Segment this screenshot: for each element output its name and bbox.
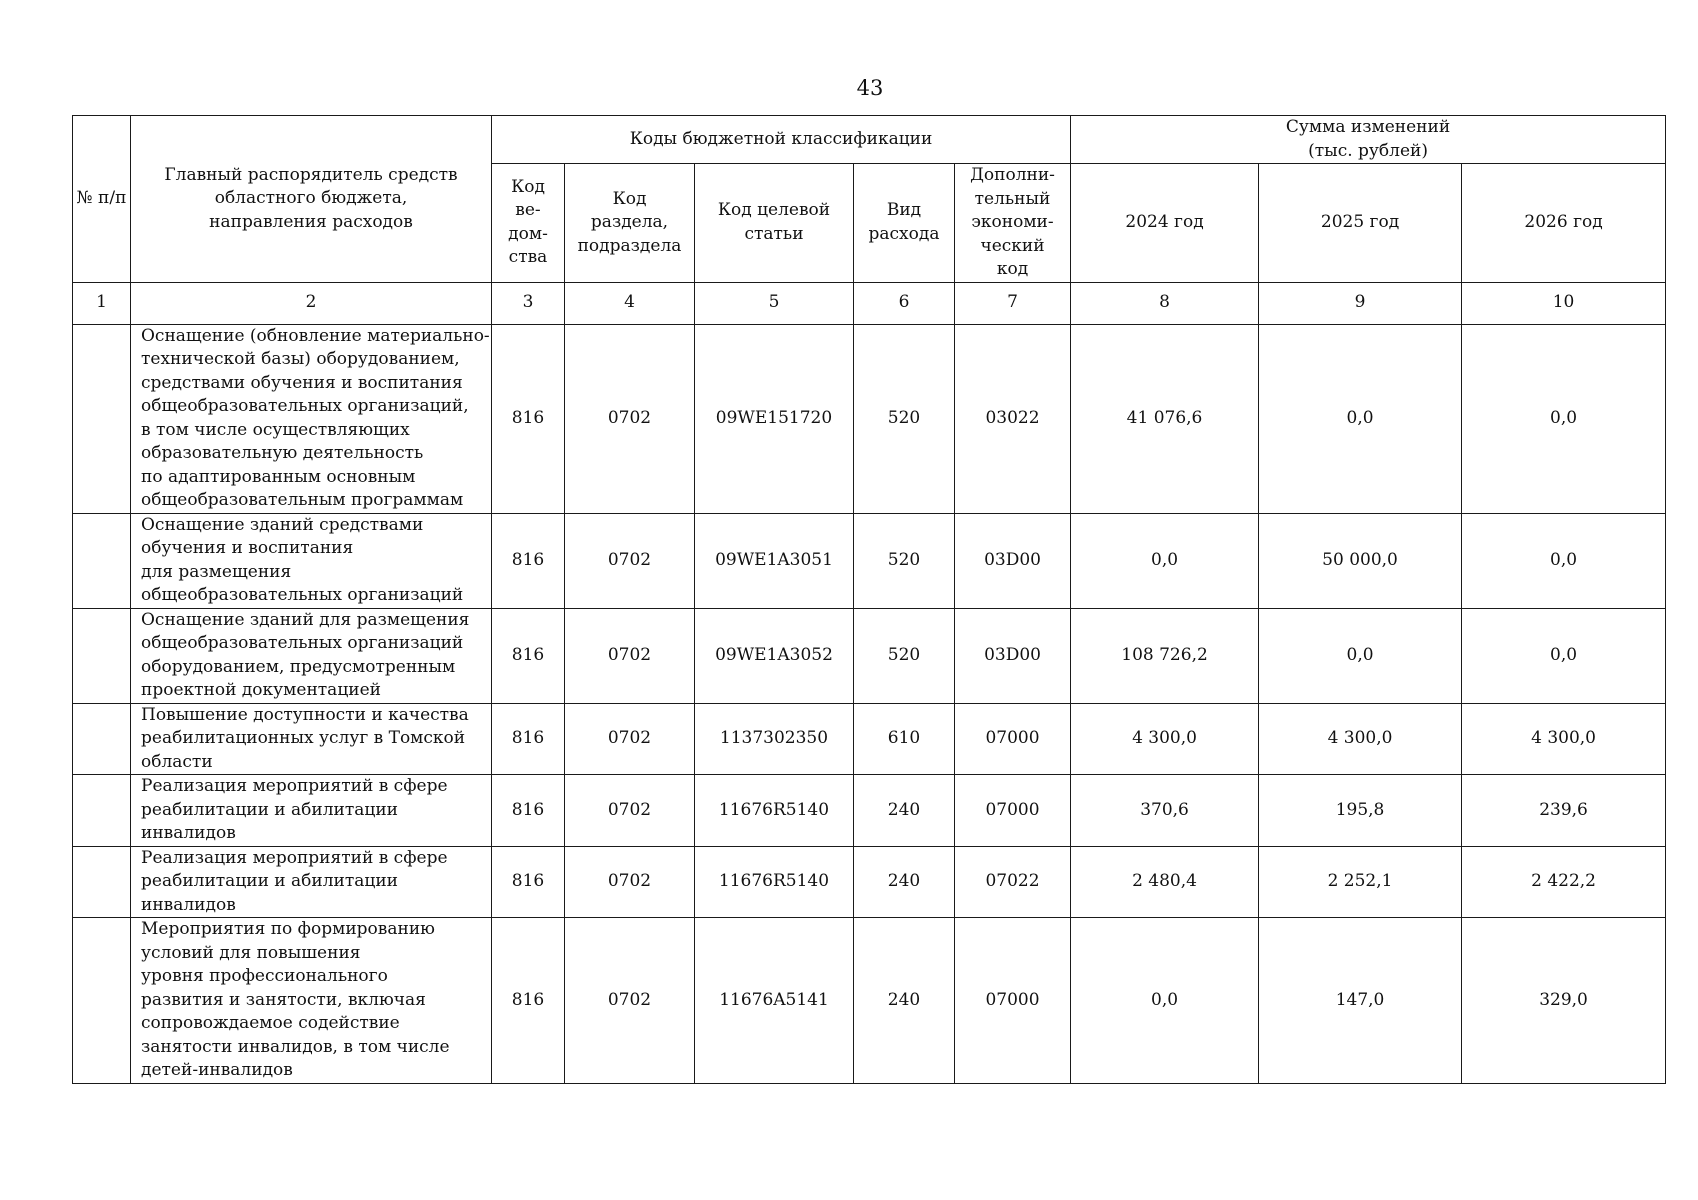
- expense-type-cell: 240: [854, 846, 955, 918]
- section-code-cell: 0702: [565, 324, 695, 513]
- extra-code-cell: 03D00: [955, 513, 1071, 608]
- header-code-section-line: раздела,: [590, 212, 669, 232]
- page-number: 43: [856, 76, 884, 100]
- dept-code-cell: 816: [492, 324, 565, 513]
- sum-2025-cell: 195,8: [1259, 775, 1462, 847]
- expense-type-cell: 240: [854, 918, 955, 1084]
- description-line: детей-инвалидов: [141, 1060, 293, 1080]
- table-header: [73, 116, 1666, 325]
- column-number: 10: [1462, 282, 1666, 324]
- header-year-2024: 2024 год: [1071, 164, 1259, 283]
- header-main-title: Главный распорядитель средств областного бюджета, направления расходов: [131, 116, 492, 283]
- header-code-expense-line: Вид: [886, 200, 922, 221]
- dept-code-cell: 816: [492, 703, 565, 775]
- dept-code-cell: 816: [492, 608, 565, 703]
- header-code-extra-line: тельный: [974, 188, 1051, 209]
- target-code-cell: 11676A5141: [695, 918, 854, 1084]
- sum-2026-cell: 2 422,2: [1462, 846, 1666, 918]
- expense-type-cell: 610: [854, 703, 955, 775]
- section-code-cell: 0702: [565, 846, 695, 918]
- sum-2024-cell: 0,0: [1071, 513, 1259, 608]
- table-row: [73, 918, 1666, 1084]
- description-line: оборудованием, предусмотренным: [141, 656, 456, 677]
- target-code-cell: 11676R5140: [695, 775, 854, 847]
- description-line: общеобразовательных организаций: [141, 633, 464, 653]
- table-row: [73, 513, 1666, 608]
- extra-code-cell: 07000: [955, 775, 1071, 847]
- header-code-extra: [955, 164, 1071, 283]
- description-line: общеобразовательным программам: [141, 490, 464, 510]
- section-code-cell: 0702: [565, 513, 695, 608]
- target-code-cell: 1137302350: [695, 703, 854, 775]
- table-row: [73, 703, 1666, 775]
- description-cell: [131, 324, 492, 513]
- header-code-dept-line: ства: [508, 247, 548, 268]
- section-code-cell: 0702: [565, 775, 695, 847]
- description-line: общеобразовательных организаций: [141, 585, 464, 605]
- dept-code-cell: 816: [492, 513, 565, 608]
- dept-code-cell: 816: [492, 775, 565, 847]
- description-line: Реализация мероприятий в сфере: [141, 776, 448, 796]
- column-number: 5: [695, 282, 854, 324]
- header-code-extra-line: ческий: [980, 235, 1045, 256]
- description-cell: [131, 703, 492, 775]
- dept-code-cell: 816: [492, 918, 565, 1084]
- description-cell: [131, 775, 492, 847]
- row-num-cell: [73, 513, 131, 608]
- header-code-expense: [854, 164, 955, 283]
- row-num-cell: [73, 324, 131, 513]
- description-line: для размещения: [141, 561, 292, 582]
- header-sums-line1: Сумма изменений: [1285, 117, 1451, 137]
- header-code-section-line: Код: [612, 188, 647, 209]
- target-code-cell: 09WE1A3051: [695, 513, 854, 608]
- description-line: Оснащение (обновление материально-: [141, 325, 490, 346]
- sum-2024-cell: 370,6: [1071, 775, 1259, 847]
- sum-2024-cell: 0,0: [1071, 918, 1259, 1084]
- description-line: Мероприятия по формированию: [141, 919, 435, 939]
- extra-code-cell: 07022: [955, 846, 1071, 918]
- target-code-cell: 09WE1A3052: [695, 608, 854, 703]
- description-line: Реализация мероприятий в сфере: [141, 847, 448, 868]
- description-line: по адаптированным основным: [141, 466, 416, 487]
- extra-code-cell: 07000: [955, 703, 1071, 775]
- header-code-target-line: статьи: [744, 223, 804, 244]
- header-code-section: [565, 164, 695, 283]
- description-line: сопровождаемое содействие: [141, 1013, 400, 1033]
- description-line: средствами обучения и воспитания: [141, 372, 463, 393]
- description-line: обучения и воспитания: [141, 538, 354, 558]
- sum-2025-cell: 0,0: [1259, 608, 1462, 703]
- description-cell: [131, 513, 492, 608]
- target-code-cell: 09WE151720: [695, 324, 854, 513]
- header-code-dept: [492, 164, 565, 283]
- sum-2026-cell: 0,0: [1462, 608, 1666, 703]
- section-code-cell: 0702: [565, 918, 695, 1084]
- header-code-dept-line: Код: [511, 176, 545, 197]
- sum-2025-cell: 50 000,0: [1259, 513, 1462, 608]
- column-number: 6: [854, 282, 955, 324]
- description-cell: [131, 918, 492, 1084]
- budget-table: [72, 115, 1666, 1084]
- header-code-target-line: Код целевой: [717, 200, 831, 221]
- header-sums-group: [1071, 116, 1666, 164]
- description-line: занятости инвалидов, в том числе: [141, 1036, 450, 1057]
- description-cell: [131, 846, 492, 918]
- expense-type-cell: 520: [854, 513, 955, 608]
- description-line: проектной документацией: [141, 680, 381, 700]
- section-code-cell: 0702: [565, 703, 695, 775]
- description-line: реабилитационных услуг в Томской: [141, 728, 466, 748]
- header-year-2026: 2026 год: [1462, 164, 1666, 283]
- expense-type-cell: 520: [854, 324, 955, 513]
- section-code-cell: 0702: [565, 608, 695, 703]
- row-num-cell: [73, 775, 131, 847]
- description-line: технической базы) оборудованием,: [141, 349, 460, 369]
- description-line: реабилитации и абилитации: [141, 799, 399, 820]
- header-code-section-line: подраздела: [577, 235, 682, 256]
- column-number: 4: [565, 282, 695, 324]
- header-sums-line2: (тыс. рублей): [1308, 140, 1428, 161]
- description-line: образовательную деятельность: [141, 443, 424, 463]
- header-code-dept-line: дом-: [508, 223, 548, 244]
- description-line: общеобразовательных организаций,: [141, 396, 469, 416]
- description-line: условий для повышения: [141, 942, 361, 963]
- description-cell: [131, 608, 492, 703]
- sum-2024-cell: 41 076,6: [1071, 324, 1259, 513]
- sum-2025-cell: 147,0: [1259, 918, 1462, 1084]
- sum-2025-cell: 4 300,0: [1259, 703, 1462, 775]
- sum-2026-cell: 0,0: [1462, 513, 1666, 608]
- column-number: 9: [1259, 282, 1462, 324]
- description-line: Повышение доступности и качества: [141, 704, 469, 725]
- header-num: № п/п: [73, 116, 131, 283]
- description-line: области: [141, 751, 213, 772]
- header-code-extra-line: экономи-: [971, 212, 1054, 232]
- header-code-extra-line: Дополни-: [970, 165, 1055, 185]
- header-codes-group: Коды бюджетной классификации: [492, 116, 1071, 164]
- sum-2026-cell: 4 300,0: [1462, 703, 1666, 775]
- column-number: 7: [955, 282, 1071, 324]
- description-line: Оснащение зданий средствами: [141, 514, 424, 535]
- table-row: [73, 846, 1666, 918]
- row-num-cell: [73, 703, 131, 775]
- column-number: 1: [73, 282, 131, 324]
- sum-2026-cell: 329,0: [1462, 918, 1666, 1084]
- table-body: [73, 324, 1666, 1083]
- expense-type-cell: 240: [854, 775, 955, 847]
- header-code-dept-line: ве-: [515, 200, 541, 221]
- description-line: в том числе осуществляющих: [141, 419, 410, 440]
- description-line: уровня профессионального: [141, 966, 388, 986]
- extra-code-cell: 03D00: [955, 608, 1071, 703]
- column-number: 2: [131, 282, 492, 324]
- sum-2024-cell: 2 480,4: [1071, 846, 1259, 918]
- sum-2024-cell: 4 300,0: [1071, 703, 1259, 775]
- description-line: инвалидов: [141, 823, 236, 843]
- header-code-extra-line: код: [996, 259, 1029, 279]
- sum-2026-cell: 239,6: [1462, 775, 1666, 847]
- row-num-cell: [73, 918, 131, 1084]
- description-line: Оснащение зданий для размещения: [141, 609, 470, 630]
- extra-code-cell: 03022: [955, 324, 1071, 513]
- description-line: реабилитации и абилитации: [141, 871, 399, 891]
- header-code-target: [695, 164, 854, 283]
- sum-2025-cell: 2 252,1: [1259, 846, 1462, 918]
- header-year-2025: 2025 год: [1259, 164, 1462, 283]
- sum-2025-cell: 0,0: [1259, 324, 1462, 513]
- sum-2024-cell: 108 726,2: [1071, 608, 1259, 703]
- column-number: 8: [1071, 282, 1259, 324]
- table-row: [73, 775, 1666, 847]
- row-num-cell: [73, 608, 131, 703]
- extra-code-cell: 07000: [955, 918, 1071, 1084]
- sum-2026-cell: 0,0: [1462, 324, 1666, 513]
- column-number: 3: [492, 282, 565, 324]
- expense-type-cell: 520: [854, 608, 955, 703]
- description-line: развития и занятости, включая: [141, 989, 426, 1010]
- table-row: [73, 608, 1666, 703]
- dept-code-cell: 816: [492, 846, 565, 918]
- table-row: [73, 324, 1666, 513]
- header-code-expense-line: расхода: [868, 223, 940, 244]
- column-number-row: [73, 282, 1666, 324]
- description-line: инвалидов: [141, 894, 236, 915]
- row-num-cell: [73, 846, 131, 918]
- target-code-cell: 11676R5140: [695, 846, 854, 918]
